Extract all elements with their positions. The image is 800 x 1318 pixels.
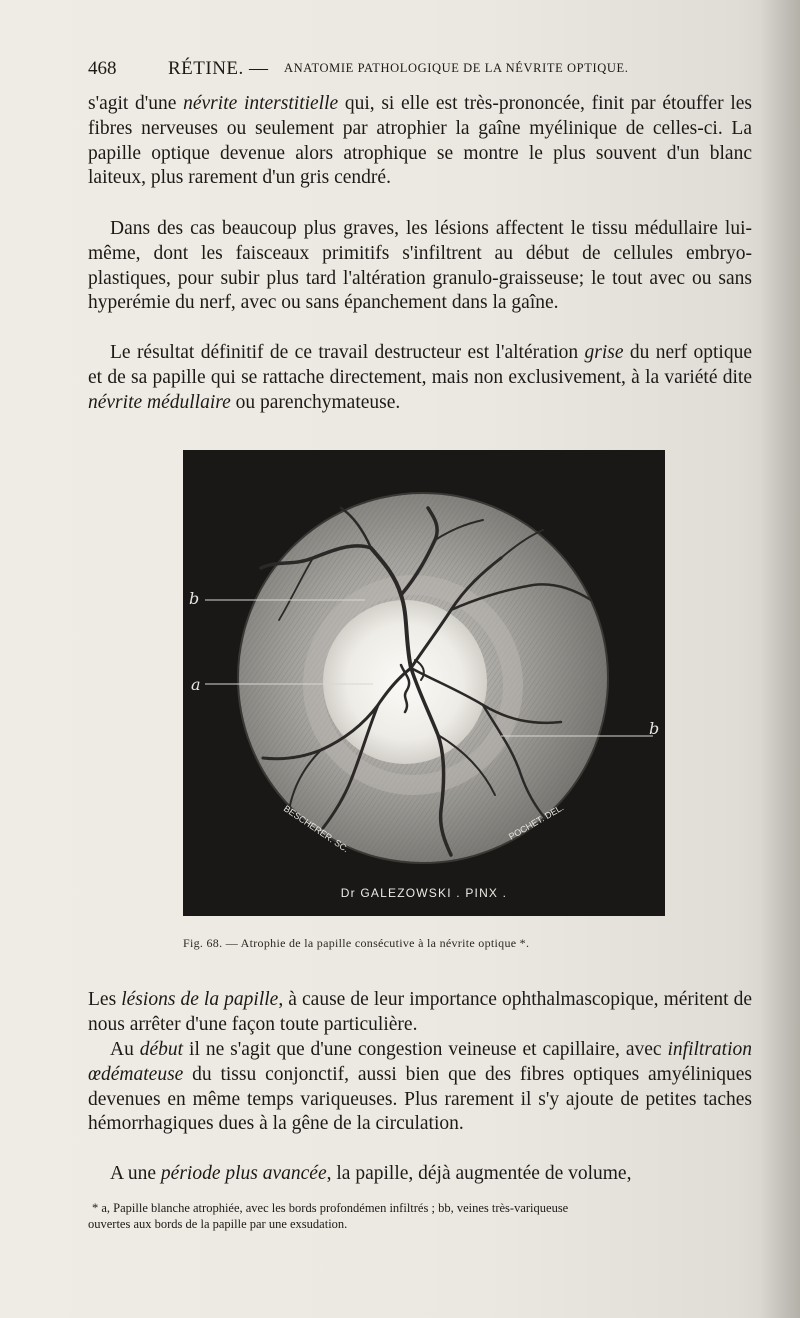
label-b-left: b	[189, 589, 200, 608]
figure-caption: Fig. 68. — Atrophie de la papille consécutive à la névrite optique *.	[183, 936, 530, 950]
text-span: du tissu conjonctif, aussi bien que des fibres optiques amyéliniques devenues en même temps variqueuses. Plus rarement il s'y ajoute de petites taches hémorrhagiques dues à la gêne de la circulation.	[88, 1063, 752, 1135]
text-span: qui, si elle est très-prononcée, finit par étouffer les fibres nerveuses ou seulement par atrophier la gaîne myélinique de celles-ci. La papille optique devenue alors atrophique se montre le plus souvent d'un blanc laiteux, plus rarement d'un gris cendré.	[88, 93, 753, 189]
italic-term: névrite interstitielle	[183, 93, 339, 114]
italic-term: début	[139, 1039, 184, 1060]
paragraph-3	[88, 341, 752, 415]
artist-signature: Dr GALEZOWSKI . PINX .	[340, 886, 508, 900]
italic-term: lésions de la papille	[121, 989, 279, 1010]
engraver-signature: BESCHERER. SC.	[281, 803, 351, 855]
paragraph-4	[88, 988, 752, 1038]
page-edge-shadow	[760, 0, 800, 1318]
text-span: A une	[110, 1163, 161, 1184]
paragraph-1	[88, 92, 752, 191]
footnote-line-1: * a, Papille blanche atrophiée, avec les bords profondémen infiltrés ; bb, veines très-variqueuse	[92, 1201, 569, 1215]
text-span: ou parenchymateuse.	[230, 391, 401, 413]
text-span: Le résultat définitif de ce travail destructeur est l'altération	[110, 342, 585, 363]
italic-term: période plus avancée	[160, 1163, 327, 1184]
italic-term: infiltration œdémateuse	[88, 1039, 752, 1085]
paragraph-2	[88, 217, 752, 316]
text-span: Au	[110, 1039, 140, 1060]
text-span: il ne s'agit que d'une congestion veineuse et capillaire, avec	[183, 1039, 668, 1060]
text-span: Les	[88, 989, 122, 1010]
text-span: , la papille, déjà augmentée de volume,	[326, 1163, 632, 1184]
header-title: RÉTINE. —	[168, 58, 269, 79]
text-span: du nerf optique et de sa papille qui se rattache directement, mais non exclusivement, à la variété dite	[88, 342, 752, 388]
italic-term: grise	[584, 342, 624, 363]
footnote-line-2: ouvertes aux bords de la papille par une exsudation.	[88, 1217, 348, 1231]
text-span: Dans des cas beaucoup plus graves, les lésions affectent le tissu médullaire lui-même, dont les faisceaux primitifs s'infiltrent au début de cellules embryo-plastiques, pour subir plus tard l'altération granulo-graisseuse; le tout avec ou sans hyperémie du nerf, avec ou sans épanchement dans la gaîne.	[88, 218, 752, 314]
footnote	[88, 1200, 752, 1232]
running-header	[88, 58, 752, 82]
fundus-engraving	[183, 450, 665, 916]
label-b-right: b	[649, 719, 660, 738]
paragraph-6	[88, 1162, 752, 1187]
draftsman-signature: POCHET. DEL.	[507, 802, 566, 842]
label-a: a	[191, 675, 201, 694]
italic-term: névrite médullaire	[88, 391, 231, 413]
fundus-illustration	[183, 450, 665, 916]
paragraph-5	[88, 1038, 752, 1137]
text-span: s'agit d'une	[88, 93, 184, 114]
text-span: , à cause de leur importance ophthalmascopique, méritent de nous arrêter d'une façon toute particulière.	[88, 989, 753, 1035]
page-number: 468	[88, 58, 117, 79]
header-subtitle: ANATOMIE PATHOLOGIQUE DE LA NÉVRITE OPTIQUE.	[284, 61, 629, 75]
